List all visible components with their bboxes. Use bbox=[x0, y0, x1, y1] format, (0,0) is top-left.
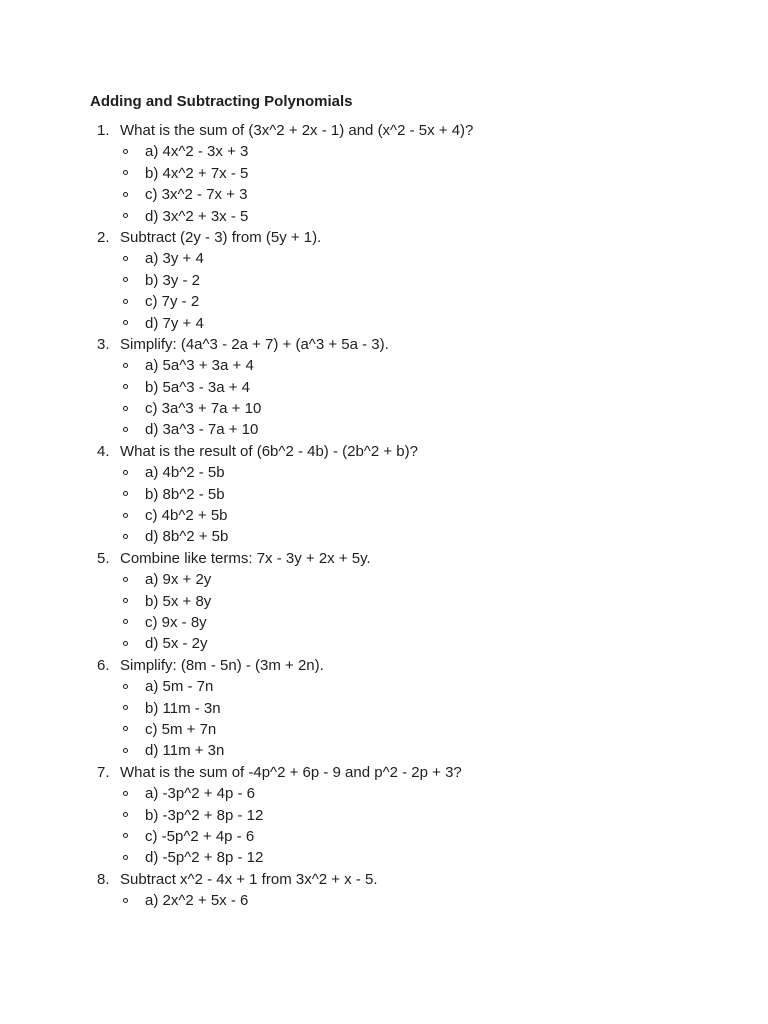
question-text: What is the result of (6b^2 - 4b) - (2b^2 + b)? bbox=[120, 442, 418, 460]
hollow-circle-bullet-icon bbox=[123, 256, 128, 261]
hollow-circle-bullet-icon bbox=[123, 470, 128, 475]
hollow-circle-bullet-icon bbox=[123, 213, 128, 218]
answer-option-text: b) 5x + 8y bbox=[145, 592, 212, 610]
hollow-circle-bullet-icon bbox=[123, 384, 128, 389]
answer-option-text: d) 11m + 3n bbox=[145, 742, 225, 760]
answer-option-text: b) 11m - 3n bbox=[145, 699, 221, 717]
hollow-circle-bullet-icon bbox=[123, 705, 128, 710]
answer-option-text: d) 5x - 2y bbox=[145, 635, 208, 653]
question-text: Simplify: (4a^3 - 2a + 7) + (a^3 + 5a - 3). bbox=[120, 335, 389, 353]
hollow-circle-bullet-icon bbox=[123, 277, 128, 282]
hollow-circle-bullet-icon bbox=[123, 534, 128, 539]
answer-option-text: c) 4b^2 + 5b bbox=[145, 507, 228, 525]
question-text: Combine like terms: 7x - 3y + 2x + 5y. bbox=[120, 549, 371, 567]
question-number: 4. bbox=[97, 442, 110, 460]
hollow-circle-bullet-icon bbox=[123, 427, 128, 432]
question-number: 3. bbox=[97, 335, 110, 353]
answer-option-text: d) 3a^3 - 7a + 10 bbox=[145, 421, 259, 439]
question-number: 5. bbox=[97, 549, 110, 567]
answer-option-text: b) 8b^2 - 5b bbox=[145, 485, 225, 503]
answer-option-text: d) 8b^2 + 5b bbox=[145, 528, 229, 546]
hollow-circle-bullet-icon bbox=[123, 363, 128, 368]
answer-option-text: b) -3p^2 + 8p - 12 bbox=[145, 806, 264, 824]
hollow-circle-bullet-icon bbox=[123, 726, 128, 731]
hollow-circle-bullet-icon bbox=[123, 748, 128, 753]
question-number: 2. bbox=[97, 228, 110, 246]
hollow-circle-bullet-icon bbox=[123, 170, 128, 175]
answer-option-text: b) 5a^3 - 3a + 4 bbox=[145, 378, 251, 396]
question-number: 8. bbox=[97, 870, 110, 888]
answer-option-text: a) 4x^2 - 3x + 3 bbox=[145, 143, 249, 161]
question-text: What is the sum of (3x^2 + 2x - 1) and (x^2 - 5x + 4)? bbox=[120, 122, 474, 139]
answer-option-text: a) 5a^3 + 3a + 4 bbox=[145, 357, 254, 375]
hollow-circle-bullet-icon bbox=[123, 192, 128, 197]
answer-option-text: c) 5m + 7n bbox=[145, 720, 217, 738]
hollow-circle-bullet-icon bbox=[123, 598, 128, 603]
question-number: 7. bbox=[97, 763, 110, 781]
hollow-circle-bullet-icon bbox=[123, 812, 128, 817]
hollow-circle-bullet-icon bbox=[123, 491, 128, 496]
answer-option-text: a) -3p^2 + 4p - 6 bbox=[145, 785, 256, 803]
hollow-circle-bullet-icon bbox=[123, 619, 128, 624]
question-text: Subtract (2y - 3) from (5y + 1). bbox=[120, 228, 322, 246]
hollow-circle-bullet-icon bbox=[123, 641, 128, 646]
question-number: 6. bbox=[97, 656, 110, 674]
hollow-circle-bullet-icon bbox=[123, 299, 128, 304]
answer-option-text: a) 5m - 7n bbox=[145, 678, 214, 696]
answer-option-text: c) 9x - 8y bbox=[145, 613, 207, 631]
answer-option-text: c) 3x^2 - 7x + 3 bbox=[145, 186, 248, 204]
hollow-circle-bullet-icon bbox=[123, 791, 128, 796]
hollow-circle-bullet-icon bbox=[123, 149, 128, 154]
hollow-circle-bullet-icon bbox=[123, 513, 128, 518]
answer-option-text: a) 4b^2 - 5b bbox=[145, 464, 225, 482]
hollow-circle-bullet-icon bbox=[123, 833, 128, 838]
answer-option-text: c) 3a^3 + 7a + 10 bbox=[145, 400, 262, 418]
answer-option-text: a) 9x + 2y bbox=[145, 571, 212, 589]
answer-option-text: c) -5p^2 + 4p - 6 bbox=[145, 827, 255, 845]
answer-option-text: a) 2x^2 + 5x - 6 bbox=[145, 892, 249, 910]
question-text: Subtract x^2 - 4x + 1 from 3x^2 + x - 5. bbox=[120, 870, 378, 888]
hollow-circle-bullet-icon bbox=[123, 320, 128, 325]
answer-option-text: a) 3y + 4 bbox=[145, 250, 204, 268]
hollow-circle-bullet-icon bbox=[123, 684, 128, 689]
question-text: Simplify: (8m - 5n) - (3m + 2n). bbox=[120, 656, 324, 674]
answer-option-text: b) 4x^2 + 7x - 5 bbox=[145, 164, 249, 182]
document-title: Adding and Subtracting Polynomials bbox=[90, 93, 353, 110]
answer-option-text: d) 3x^2 + 3x - 5 bbox=[145, 207, 249, 225]
hollow-circle-bullet-icon bbox=[123, 577, 128, 582]
question-number: 1. bbox=[97, 122, 110, 139]
answer-option-text: d) 7y + 4 bbox=[145, 314, 204, 332]
hollow-circle-bullet-icon bbox=[123, 406, 128, 411]
answer-option-text: d) -5p^2 + 8p - 12 bbox=[145, 849, 264, 867]
answer-option-text: b) 3y - 2 bbox=[145, 271, 201, 289]
hollow-circle-bullet-icon bbox=[123, 855, 128, 860]
answer-option-text: c) 7y - 2 bbox=[145, 293, 200, 311]
question-text: What is the sum of -4p^2 + 6p - 9 and p^2 - 2p + 3? bbox=[120, 763, 462, 781]
hollow-circle-bullet-icon bbox=[123, 898, 128, 903]
